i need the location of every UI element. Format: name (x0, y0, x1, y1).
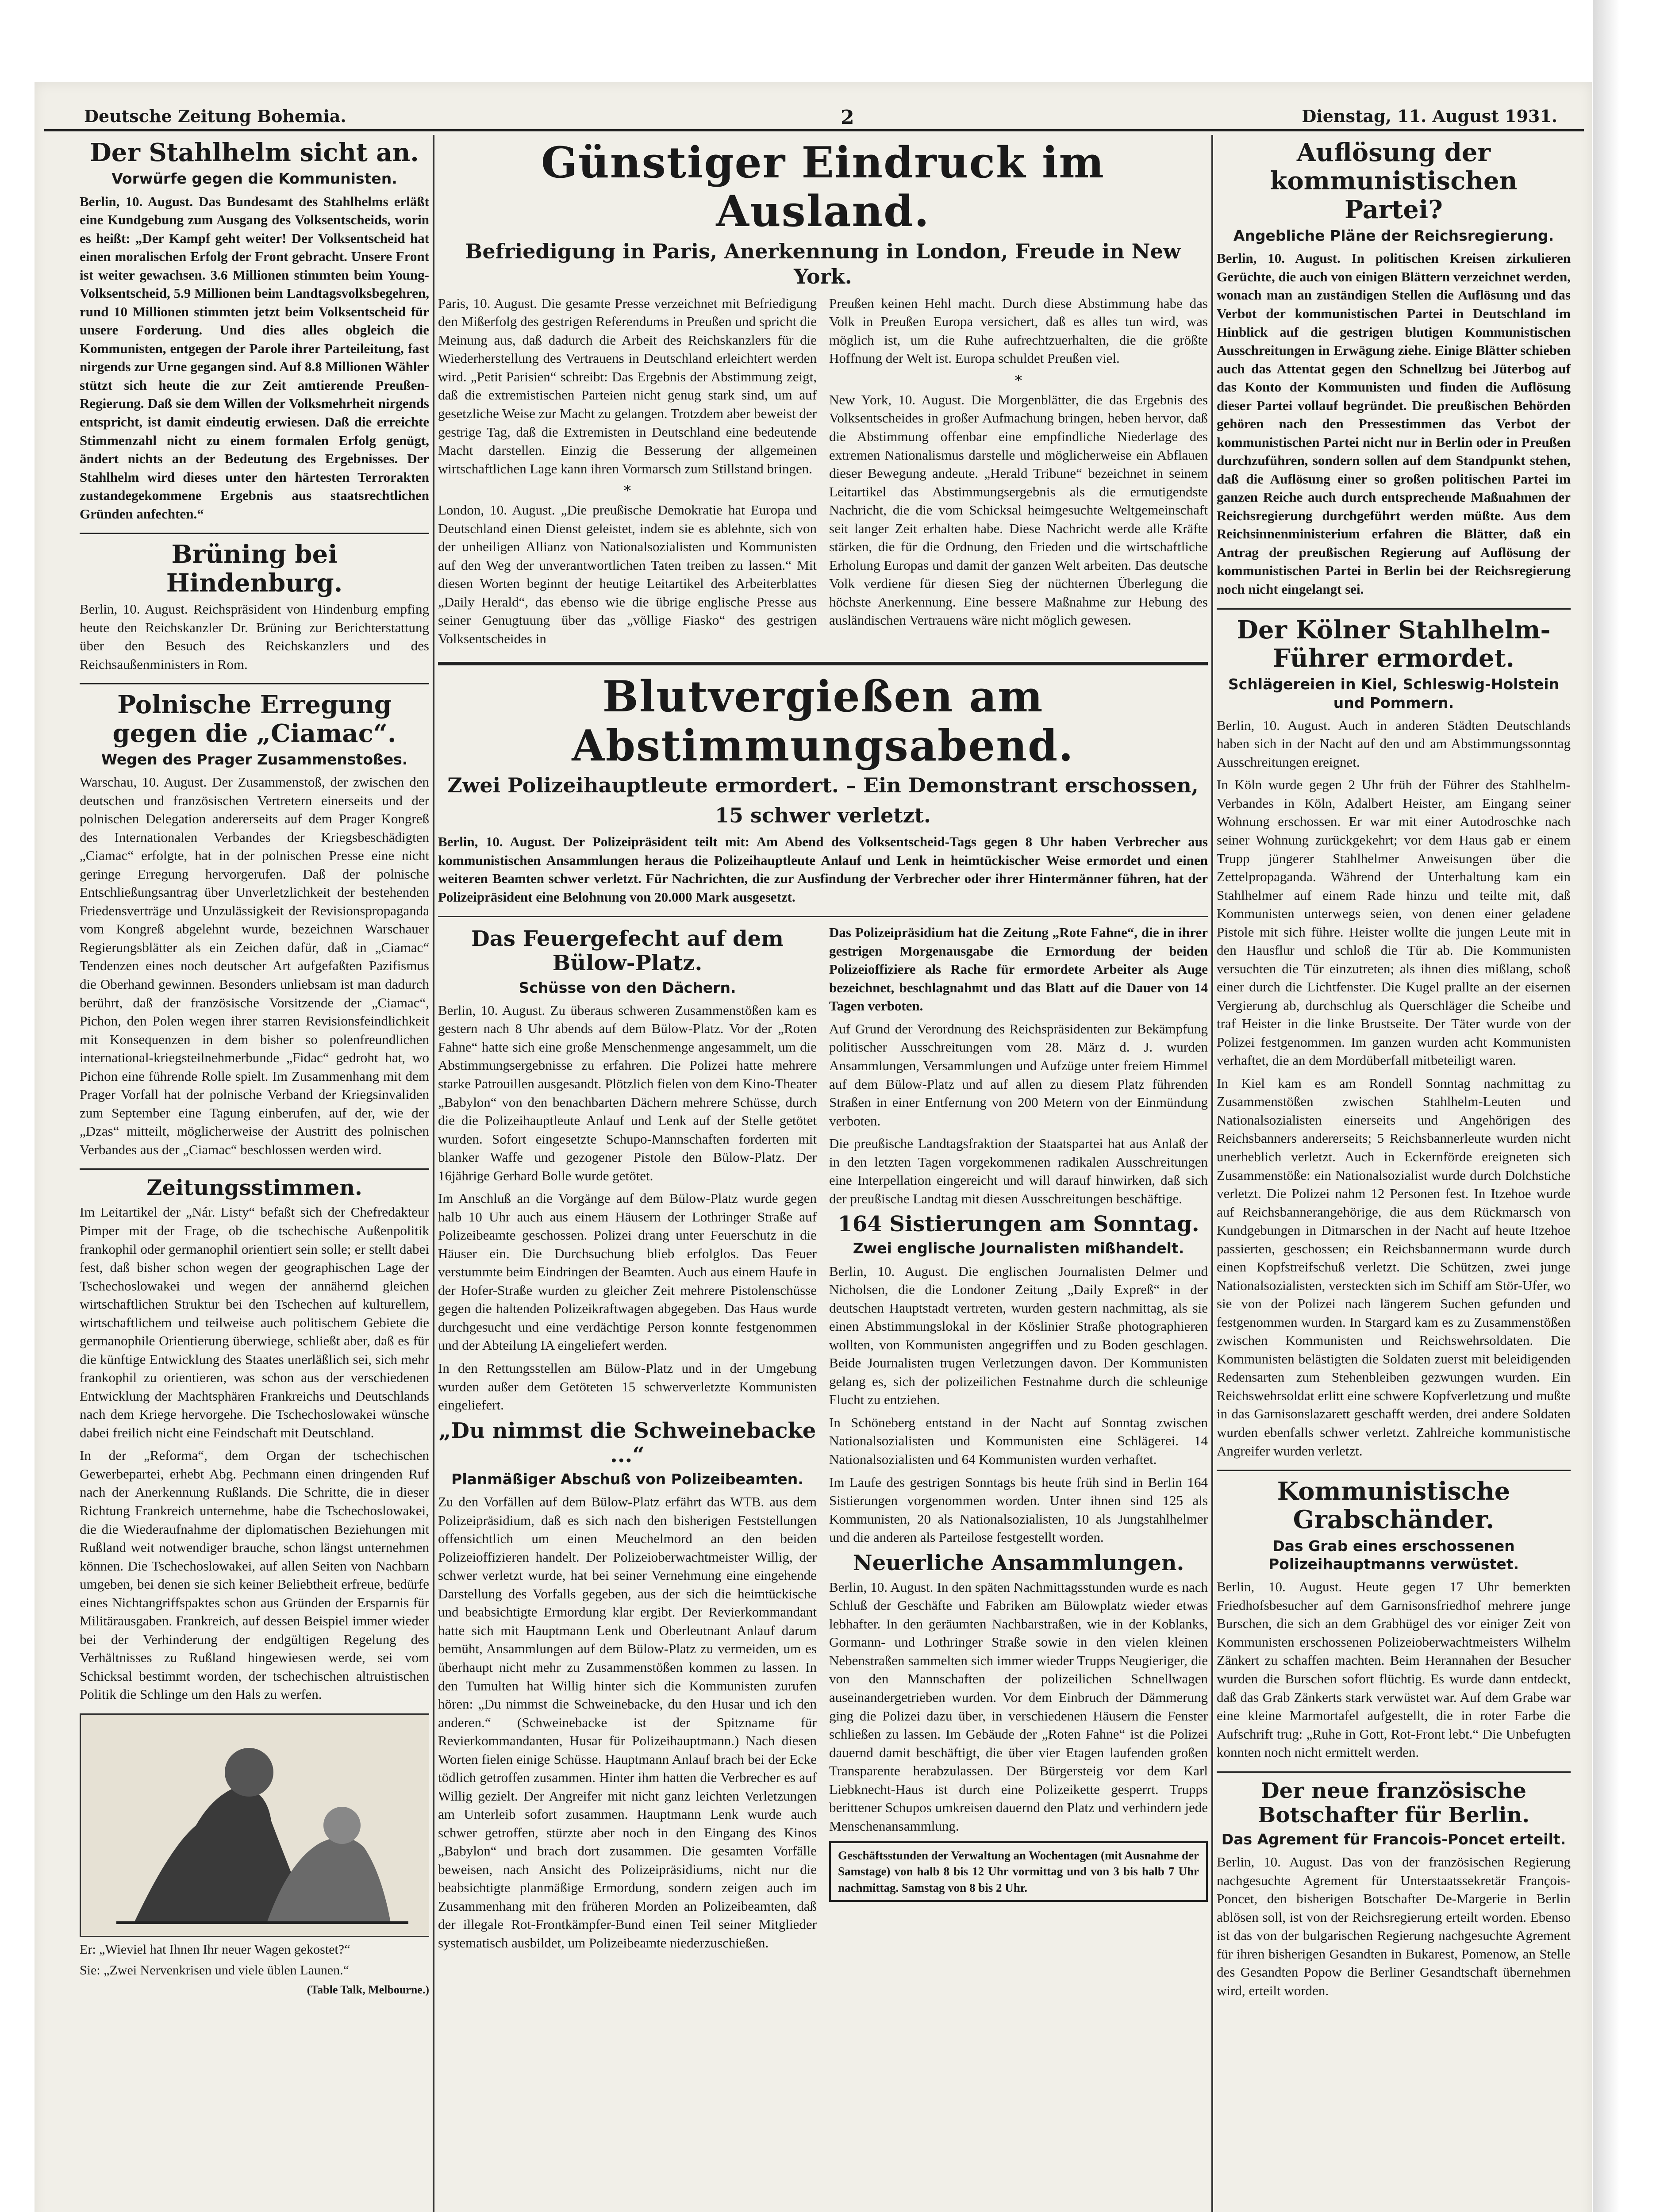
lower-column-left (438, 923, 817, 1956)
scan-margin (1593, 0, 1660, 2212)
article-text: Auf Grund der Verordnung des Reichspräsidenten zur Bekämpfung politischer Ausschreitungen vom 28. März d. J. wurden Ansammlungen, Versammlungen und Aufzüge unter freiem Himmel auf dem Bülow-Platz und auf allen zu diesem Platz führenden Straßen in einer Entfernung von 200 Metern von der Einmündung verboten. (829, 1021, 1208, 1129)
masthead-title: Deutsche Zeitung Bohemia. (84, 106, 346, 126)
article-subheadline: Planmäßiger Abschuß von Polizeibeamten. (451, 1470, 803, 1488)
section-star: * (1015, 372, 1022, 389)
article-subheadline: Zwei Polizeihauptleute ermordert. – Ein Demonstrant erschossen, (447, 773, 1199, 798)
article-text: Berlin, 10. August. In den späten Nachmittagsstunden wurde es nach Schluß der Geschäfte und Fabriken am Bülowplatz wieder etwas lebhafter. In den geräumten Nachbarstraßen, wie in der Koblanks, Gormann- und Lothringer Straße sowie in den vielen kleinen Nebenstraßen sammelten sich immer wieder Trupps Neugieriger, die von den Mannschaften der polizeilichen Schnellwagen auseinandergetrieben wurden. Vor dem Einbruch der Dämmerung ging die Polizei dazu über, in verschiedenen Häusern die Fenster schließen zu lassen. Im Gebäude der „Roten Fahne“ ist die Polizei dauernd damit beschäftigt, die über vier Etagen laufenden großen Transparente herabzulassen. Der Bürgersteig vor dem Karl Liebknecht-Haus ist durch eine Polizeikette gesperrt. Trupps berittener Schupos umkreisen dauernd den Platz und verhindern jede Menschenansammlung. (829, 1579, 1208, 1834)
article-headline: Neuerliche Ansammlungen. (853, 1550, 1184, 1575)
article-text: New York, 10. August. Die Morgenblätter, die das Ergebnis des Volksentscheides in großer Aufmachung bringen, heben hervor, daß die Abstimmung offenbar eine empfindliche Niederlage des extremen Nationalismus darstelle und möglicherweise ein Abflauen dieser Bewegung andeute. „Herald Tribune“ bezeichnet in seinem Leitartikel das Abstimmungsergebnis als die ermutigendste Nachricht, die die vom Schicksal heimgesuchte Weltgemeinschaft seit langer Zeit erhalten habe. Diese Nachricht werde alle Kräfte stärken, die für die Ordnung, den Frieden und die wirtschaftliche Erholung Europas und damit der ganzen Welt arbeiten. Das deutsche Volk verdiene für diesen Sieg der nüchternen Überlegung die höchste Anerkennung. Eine bessere Maßnahme zur Hebung des ausländischen Vertrauens wäre nicht möglich gewesen. (829, 392, 1208, 628)
article-bruening (80, 540, 429, 673)
article-headline: Das Feuergefecht auf dem Bülow-Platz. (471, 926, 784, 976)
article-text: Warschau, 10. August. Der Zusammenstoß, der zwischen den deutschen und französischen Vertretern einerseits und der polnischen Delegation andererseits auf dem Prager Kongreß des Internationalen Verbandes der Kriegsbeschädigten „Ciamac“ erfolgte, hat in der polnischen Presse eine nicht geringe Erregung hervorgerufen. Daß der polnische Entschließungsantrag über Unverletzlichkeit der bestehenden Friedensverträge und Unzulässigkeit der Revisionspropaganda vom Kongreß abgelehnt wurde, bezeichnen Warschauer Regierungsblätter als ein Zeichen dafür, daß in „Ciamac“ Tendenzen eines noch deutscher Art aufgefaßten Pazifismus die Oberhand gewinnen. Besonders unliebsam ist man dadurch berührt, daß der französische Vorsitzende der „Ciamac“, Pichon, den Polen wegen ihrer starren Revisionsfeindlichkeit mit Konsequenzen in dem bisher so polenfreundlichen international-kriegsteilnehmerbunde „Fidac“ gedroht hat, wo Pichon eine führende Rolle spielt. Im Zusammenhang mit dem Prager Vorfall hat der polnische Verband der Kriegsinvaliden zum September eine Tagung einberufen, auf der, wie der „Dzas“ mitteilt, möglicherweise der Austritt des polnischen Verbandes aus der „Ciamac“ beschlossen werden wird. (80, 774, 429, 1157)
article-ausland (438, 138, 1208, 652)
article-text: Zu den Vorfällen auf dem Bülow-Platz erfährt das WTB. aus dem Polizeipräsidium, daß es sich nach den bisherigen Feststellungen offensichtlich um einen Meuchelmord an den beiden Polizeioffizieren handelt. Der Polizeioberwachtmeister Willig, der schwer verletzt wurde, hat bei seiner Vernehmung eine eingehende Darstellung des Vorfalls gegeben, aus der sich die heimtückische und beabsichtigte Ermordung klar ergibt. Der Revierkommandant hatte sich mit Hauptmann Lenk und Oberleutnant Anlauf darum bemüht, Ansammlungen auf dem Bülow-Platz zu vermeiden, um es überhaupt nicht mehr zu Zusammenstößen kommen zu lassen. In den Tumulten hat Willig hinter sich die Kommunisten zurufen hören: „Du nimmst die Schweinebacke, du den Husar und ich den anderen.“ (Schweinebacke ist der Spitzname für Revierkommandanten, Husar für Polizeihauptmann.) Nach diesen Worten fielen einige Schüsse. Hauptmann Anlauf brach bei der Ecke tödlich getroffen zusammen. Hinter ihm hatten die Verbrecher es auf Willig gezielt. Der Angreifer mit nicht ganz leichten Verletzungen am Unterleib sofort zusammen. Hauptmann Lenk wurde auch schwer getroffen, stürzte aber noch in den Eingang des Kinos „Babylon“ und brach dort zusammen. Die gesamten Vorfälle beweisen, nach Ansicht des Polizeipräsidiums, nicht nur die beabsichtigte planmäßige Ermordung, sondern zeigen auch im Zusammenhang mit den früheren Morden an Polizeibeamten, daß der illegale Rot-Frontkämpfer-Bund einen Teil seiner Mitglieder systematisch ausbildet, um Polizeibeamte niederzuschießen. (438, 1494, 817, 1951)
article-text: Im Laufe des gestrigen Sonntags bis heute früh sind in Berlin 164 Sistierungen vorgenommen worden. Unter ihnen sind 125 als Kommunisten, 20 als Nationalsozialisten, 10 als Jungstahlhelmer und die anderen als Parteilose festgestellt worden. (829, 1474, 1208, 1545)
cartoon-illustration (80, 1713, 429, 1937)
cartoon-caption-2: Sie: „Zwei Nervenkrisen und viele üblen Launen.“ (80, 1962, 349, 1978)
divider (1217, 1470, 1571, 1471)
article-text: Die preußische Landtagsfraktion der Staatspartei hat aus Anlaß der in den letzten Tagen vorgekommenen radikalen Ausschreitungen eine Interpellation eingereicht und will darauf hinwirken, daß sich der preußische Landtag mit diesen Ausschreitungen beschäftige. (829, 1136, 1208, 1206)
article-headline: Kommunistische Grabschänder. (1277, 1477, 1510, 1535)
article-text: In Kiel kam es am Rondell Sonntag nachmittag zu Zusammenstößen zwischen Stahlhelm-Leuten und Nationalsozialisten einerseits und Angehörigen des Reichsbanners andererseits; 5 Reichsbannerleute wurden nicht unerheblich verletzt. Auch in Eckernförde ereigneten sich Zusammenstöße: ein Nationalsozialist wurde durch Dolchstiche verletzt. Die Polizei nahm 12 Personen fest. In Itzehoe wurde auf Reichsbannerangehörige, die aus dem Rückmarsch von Kundgebungen in Ditmarschen in der Nacht auf heute Itzehoe passierten, geschossen; ein Reichsbannermann wurde durch einen Kopfstreifschuß verletzt. Die Schützen, zwei junge Nationalsozialisten, versteckten sich im Schiff am Stör-Ufer, wo sie von der Polizei nach längerem Suchen gefunden und festgenommen wurden. In Stargard kam es zu Zusammenstößen zwischen Kommunisten und Reichswehrsoldaten. Die Kommunisten belästigten die Soldaten zuerst mit beleidigenden Redensarten zum Stehenbleiben gezwungen wurden. Ein Reichswehrsoldat erlitt eine schwere Kopfverletzung und mußte in das Garnisonslazarett geschafft werden, drei andere Soldaten wurden ebenfalls schwer verletzt. Zahlreiche kommunistische Angreifer wurden verletzt. (1217, 1075, 1571, 1459)
article-subheadline: Angebliche Pläne der Reichsregierung. (1233, 227, 1554, 245)
article-text: Berlin, 10. August. Reichspräsident von Hindenburg empfing heute den Reichskanzler Dr. Brüning zur Berichterstattung über den Besuch des Reichskanzlers und des Reichsaußenministers in Rom. (80, 601, 429, 672)
cartoon-credit: (Table Talk, Melbourne.) (307, 1983, 429, 1996)
article-text: Paris, 10. August. Die gesamte Presse verzeichnet mit Befriedigung den Mißerfolg des gestrigen Referendums in Preußen und spricht die Meinung aus, daß dadurch die Arbeit des Reichskanzlers für die Wiederherstellung des Vertrauens in Deutschland erleichtert werden wird. „Petit Parisien“ schreibt: Das Ergebnis der Abstimmung zeigt, daß die extremistischen Parteien nicht genug stark sind, um auf gesetzliche Weise zur Macht zu gelangen. Trotzdem aber beweist der gestrige Tag, daß die Extremisten in Deutschland eine bedeutende Macht darstellen. Einzig die Besserung der allgemeinen wirtschaftlichen Lage kann ihren Vormarsch zum Stillstand bringen. (438, 295, 817, 476)
column-rule-left (433, 135, 434, 2212)
article-headline: Zeitungsstimmen. (146, 1175, 362, 1201)
article-subheadline: Zwei englische Journalisten mißhandelt. (853, 1240, 1184, 1257)
article-text: In den Rettungsstellen am Bülow-Platz und in der Umgebung wurden außer dem Getöteten 15 schwerverletzte Kommunisten eingeliefert. (438, 1360, 817, 1413)
article-text: Berlin, 10. August. Heute gegen 17 Uhr bemerkten Friedhofsbesucher auf dem Garnisonsfriedhof mehrere junge Burschen, die sich an dem Grabhügel des vor einiger Zeit von Kommunisten erschossenen Polizeioberwachtmeisters Wilhelm Zänkert zu schaffen machten. Beim Herannahen der Besucher wurden die Burschen sofort flüchtig. Es wurde dann entdeckt, daß das Grab Zänkerts stark verwüstet war. Auf dem Grabe war eine kleine Marmortafel aufgestellt, die in roter Farbe die Aufschrift trug: „Ruhe in Gott, Rot-Front lebt.“ Die Unbefugten konnten noch nicht ermittelt werden. (1217, 1579, 1571, 1760)
article-headline: Der neue französische Botschafter für Berlin. (1257, 1778, 1530, 1828)
article-grabschaender (1217, 1477, 1571, 1762)
article-headline: Auflösung der kommunistischen Partei? (1270, 138, 1518, 224)
article-subheadline: Befriedigung in Paris, Anerkennung in London, Freude in New York. (465, 239, 1181, 289)
article-text: London, 10. August. „Die preußische Demokratie hat Europa und Deutschland einen Dienst geleistet, indem sie es ablehnte, sich von der unheiligen Allianz von Nationalsozialisten und Kommunisten auf den Weg der unverantwortlichen Taten treiben zu lassen.“ Mit diesen Worten beginnt der heutige Leitartikel des Arbeiterblattes „Daily Herald“, das ebenso wie die übrige englische Presse aus seiner Genugtuung über das „völlige Fiasko“ des gestrigen Volksentscheides in (438, 502, 817, 646)
article-text: Berlin, 10. August. Auch in anderen Städten Deutschlands haben sich in der Nacht auf den und am Abstimmungssonntag Ausschreitungen ereignet. (1217, 717, 1571, 770)
article-subheadline: Vorwürfe gegen die Kommunisten. (111, 170, 397, 188)
article-subheadline: Das Agrement für Francois-Poncet erteilt. (1221, 1831, 1566, 1848)
lower-column-right (829, 923, 1208, 1956)
notice-text: Geschäftsstunden der Verwaltung an Wochentagen (mit Ausnahme der Samstage) von halb 8 bis 12 Uhr vormittag und von 3 bis halb 7 Uhr nachmittag. Samstag von 8 bis 2 Uhr. (838, 1849, 1199, 1894)
article-column (829, 294, 1208, 653)
article-subheadline: 15 schwer verletzt. (715, 803, 931, 827)
cartoon-caption-1: Er: „Wieviel hat Ihnen Ihr neuer Wagen gekostet?“ (80, 1942, 350, 1957)
article-text: In Köln wurde gegen 2 Uhr früh der Führer des Stahlhelm-Verbandes in Köln, Adalbert Heister, am Eingang seiner Wohnung erschossen. Er war mit einer Autodroschke nach seiner Wohnung zurückgekehrt; vor dem Haus gab er einem Trupp jüngerer Stahlhelmer Anweisungen über die Zettelpropaganda. Während der Unterhaltung kam ein Stahlhelmer auf einem Rade hinzu und teilte mit, daß Kommunisten unterwegs seien, von denen einer geladene Pistole mit sich führe. Heister wollte die jungen Leute mit in den Hausflur und schloß die Tür ab. Die Kommunisten versuchten die Tür einzutreten; als ihnen dies mißlang, schoß einer durch die Lichtfenster. Die Kugel prallte an der eisernen Vergierung ab, durchschlug als Querschläger die Scheibe und traf Heister in die linke Brustseite. Der Täter wurde von der Polizei festgenommen. Im ganzen wurden acht Kommunisten verhaftet, die an dem Mordüberfall mitbeteiligt waren. (1217, 777, 1571, 1068)
right-column (1217, 135, 1571, 2212)
article-text: Berlin, 10. August. Das Bundesamt des Stahlhelms erläßt eine Kundgebung zum Ausgang des Volksentscheids, worin es heißt: „Der Kampf geht weiter! Der Volksentscheid hat einen moralischen Erfolg der Front gebracht. Unsere Front ist weiter gewachsen. 3.6 Millionen stimmten beim Young-Volksentscheid, 5.9 Millionen beim Landtagsvolksbegehren, rund 10 Millionen stimmten jetzt beim Volksentscheid für unsere Forderung. Und dies alles obgleich die Kommunisten, entgegen der Parole ihrer Parteileitung, fast nirgends zur Urne gegangen sind. Auf 8.8 Millionen Wähler stützt sich heute die zur Zeit amtierende Preußen-Regierung. Daß sie dem Willen der Volksmehrheit nirgends entspricht, ist damit eindeutig erwiesen. Daß die erreichte Stimmenzahl nicht zu einem formalen Erfolg genügt, ändert nichts an der Bedeutung des Ergebnisses. Der Stahlhelm wird dieses unter den härtesten Terrorakten zustandegekommene Ergebnis aus staatsrechtlichen Gründen anfechten.“ (80, 193, 429, 522)
page-number: 2 (841, 106, 854, 129)
article-headline: 164 Sistierungen am Sonntag. (838, 1212, 1199, 1237)
article-text: Berlin, 10. August. Das von der französischen Regierung nachgesuchte Agrement für Unterstaatssekretär François-Poncet, den bisherigen Botschafter De-Margerie in Berlin ablösen soll, ist von der Reichsregierung erteilt worden. Ebenso ist das von der bulgarischen Regierung nachgesuchte Agrement für ihren bisherigen Gesandten in Bukarest, Pomenow, an Stelle des Gesandten Popow die Berliner Gesandtschaft übernehmen wird, erteilt worden. (1217, 1854, 1571, 1998)
article-text: Berlin, 10. August. Zu überaus schweren Zusammenstößen kam es gestern nach 8 Uhr abends auf dem Bülow-Platz. Vor der „Roten Fahne“ hatte sich eine große Menschenmenge angesammelt, um die Abstimmungsergebnisse zu erfahren. Die Polizei hatte mehrere starke Patrouillen ausgesandt. Plötzlich fielen von dem Kino-Theater „Babylon“ von den benachbarten Dächern mehrere Schüsse, durch die die Polizeihauptleute Anlauf und Lenk auf der Stelle getötet wurden. Sofort eingesetzte Schupo-Mannschaften forderten mit blanker Waffe und gezogener Pistole den Bülow-Platz. Der 16jährige Gerhard Bolle wurde getötet. (438, 1002, 817, 1183)
running-head (44, 103, 1584, 131)
lower-columns (438, 923, 1208, 1956)
article-headline: Der Kölner Stahlhelm-Führer ermordet. (1237, 615, 1551, 673)
article-headline: Brüning bei Hindenburg. (166, 540, 343, 598)
middle-column (438, 135, 1208, 2212)
article-columns (438, 294, 1208, 653)
article-text: Im Leitartikel der „Nár. Listy“ befaßt sich der Chefredakteur Pimper mit der Frage, ob die tschechische Außenpolitik frankophil oder germanophil orientiert sein solle; er stellt dabei fest, daß bisher schon wegen der geographischen Lage der Tschechoslowakei und wegen der annähernd gleichen wirtschaftlichen Struktur bei den Tschechen auf kulturellem, wirtschaftlichem und teilweise auch politischem Gebiete die germanophile Orientierung überwiege, schließt aber, daß es für die künftige Entwicklung des Staates unerläßlich sei, sich mehr frankophil zu orientieren, was schon aus der verschiedenen Entwicklung der Machtsphären Frankreichs und Deutschlands nach dem Kriege hervorgehe. Die Tschechoslowakei wünsche dabei freilich nicht eine Feindschaft mit Deutschland. (80, 1204, 429, 1440)
article-botschafter (1217, 1779, 1571, 2000)
article-lead: Berlin, 10. August. Der Polizeipräsident teilt mit: Am Abend des Volksentscheid-Tags gegen 8 Uhr haben Verbrecher aus kommunistischen Ansammlungen heraus die Polizeihauptleute Anlauf und Lenk in heimtückischer Weise ermordet und einen weiteren Beamten schwer verletzt. Für Nachrichten, die zur Ausfindung der Verbrecher oder ihrer Hintermänner führen, hat der Polizeipräsident eine Belohnung von 20.000 Mark ausgesetzt. (438, 834, 1208, 905)
article-zeitungsstimmen (80, 1176, 429, 1704)
article-text: In der „Reforma“, dem Organ der tschechischen Gewerbepartei, erhebt Abg. Pechmann einen dringenden Ruf nach der Anerkennung Rußlands. Die Schritte, die in dieser Richtung Frankreich unternehme, habe die Tschechoslowakei, die die Wiederaufnahme der diplomatischen Beziehungen mit Rußland weit notwendiger brauche, schon längst unternehmen können. Die Tschechoslowakei, auf allen Seiten von Nachbarn umgeben, bei denen sie sich keiner Beliebtheit erfreue, bedürfe eines Nichtangriffspaktes schon aus Gründen der Ersparnis für Militärausgaben. Frankreich, auf dessen Beispiel immer wieder bei der Verhinderung der endgültigen Regelung des Verhältnisses zu Rußland hingewiesen werde, sei vom Schicksal bestimmt worden, der tschechischen altruistischen Politik die Schlinge um den Hals zu werfen. (80, 1448, 429, 1702)
article-blutvergiessen (438, 672, 1208, 906)
article-subheadline: Das Grab eines erschossenen Polizeihauptmanns verwüstet. (1268, 1537, 1519, 1573)
office-hours-notice (829, 1841, 1208, 1902)
article-headline: Günstiger Eindruck im Ausland. (541, 138, 1105, 237)
divider (80, 683, 429, 684)
article-koelner-stahlhelm (1217, 616, 1571, 1460)
article-headline: Blutvergießen am Abstimmungsabend. (572, 672, 1074, 771)
section-star: * (624, 482, 631, 499)
article-headline: „Du nimmst die Schweinebacke ...“ (438, 1418, 816, 1467)
divider (80, 1168, 429, 1170)
article-subheadline: Wegen des Prager Zusammenstoßes. (101, 750, 408, 768)
article-headline: Polnische Erregung gegen die „Ciamac“. (112, 690, 396, 748)
divider (438, 916, 1208, 917)
column-rule-right (1211, 135, 1213, 2212)
divider (1217, 1771, 1571, 1773)
article-aufloesung (1217, 138, 1571, 599)
article-subheadline: Schüsse von den Dächern. (519, 979, 736, 996)
article-text: In Schöneberg entstand in der Nacht auf Sonntag zwischen Nationalsozialisten und Kommunisten eine Schlägerei. 14 Nationalsozialisten und 64 Kommunisten wurden verhaftet. (829, 1414, 1208, 1467)
left-column (80, 135, 429, 2212)
article-text: Das Polizeipräsidium hat die Zeitung „Rote Fahne“, die in ihrer gestrigen Morgenausgabe die Ermordung der beiden Polizeioffiziere als Rache für ermordete Arbeiter als Auge bezeichnet, beschlagnahmt und das Blatt auf die Dauer von 14 Tagen verboten. (829, 925, 1208, 1014)
article-text: Preußen keinen Hehl macht. Durch diese Abstimmung habe das Volk in Preußen Europa versichert, daß es alles tun wird, was möglich ist, um die Ruhe aufrechtzuerhalten, die die größte Hoffnung der Welt ist. Europa schuldet Preußen viel. (829, 295, 1208, 366)
article-text: Berlin, 10. August. In politischen Kreisen zirkulieren Gerüchte, die auch von einigen Blättern verzeichnet werden, wonach man an zuständigen Stellen die Auflösung und das Verbot der kommunistischen Partei in Deutschland im Hinblick auf die gestrigen blutigen Kommunistischen Ausschreitungen in Erwägung ziehe. Einige Blätter schieben auch das Attentat gegen den Schnellzug bei Jüterbog auf das Konto der Kommunisten und finden die Auflösung dieser Partei vollauf begründet. Die preußischen Behörden gehören nach den Pressestimmen das Verbot der kommunistischen Partei nicht nur in Berlin oder in Preußen durchzuführen, sondern sollen auf dem Standpunkt stehen, daß die Auflösung einer so großen politischen Partei im ganzen Reiche auch durch entsprechende Maßnahmen der Reichsregierung durchgeführt werden müßte. Aus dem Reichsinnenministerium erfahren die Blätter, daß ein Antrag der preußischen Regierung auf Auflösung der kommunistischen Partei in Berlin bei der Reichsregierung noch nicht eingelangt sei. (1217, 250, 1571, 597)
article-headline: Der Stahlhelm sicht an. (90, 138, 419, 167)
divider (438, 662, 1208, 665)
article-ciamac (80, 691, 429, 1159)
article-subheadline: Schlägereien in Kiel, Schleswig-Holstein und Pommern. (1228, 676, 1560, 711)
divider (1217, 608, 1571, 610)
issue-date: Dienstag, 11. August 1931. (1302, 106, 1557, 126)
article-column (438, 294, 817, 653)
cartoon-drawing (81, 1715, 429, 1936)
divider (80, 533, 429, 534)
article-text: Im Anschluß an die Vorgänge auf dem Bülow-Platz wurde gegen halb 10 Uhr auch aus einem Häusern der Lothringer Straße auf Polizeibeamte geschossen. Polizei drang unter Feuerschutz in die Häuser ein. Die Durchsuchung blieb erfolglos. Das Feuer verstummte beim Eindringen der Beamten. Auch aus einem Haufe in der Hofer-Straße wurden zu gleicher Zeit mehrere Pistolenschüsse gegen die haltenden Polizeikraftwagen abgegeben. Das Haus wurde durchgesucht und eine verdächtige Person konnte festgenommen und der Abteilung IA eingeliefert werden. (438, 1190, 817, 1353)
article-stahlhelm (80, 138, 429, 523)
article-text: Berlin, 10. August. Die englischen Journalisten Delmer und Nicholsen, die die Londoner Zeitung „Daily Expreß“ in der deutschen Hauptstadt vertreten, wurden gestern nachmittag, als sie einen Abstimmungslokal in der Köslinier Straße photographieren wollten, von Kommunisten angegriffen und zu Boden geschlagen. Beide Journalisten trugen Verletzungen davon. Der Kommunisten gelang es, sich der polizeilichen Festnahme durch die schleunige Flucht zu entziehen. (829, 1263, 1208, 1408)
